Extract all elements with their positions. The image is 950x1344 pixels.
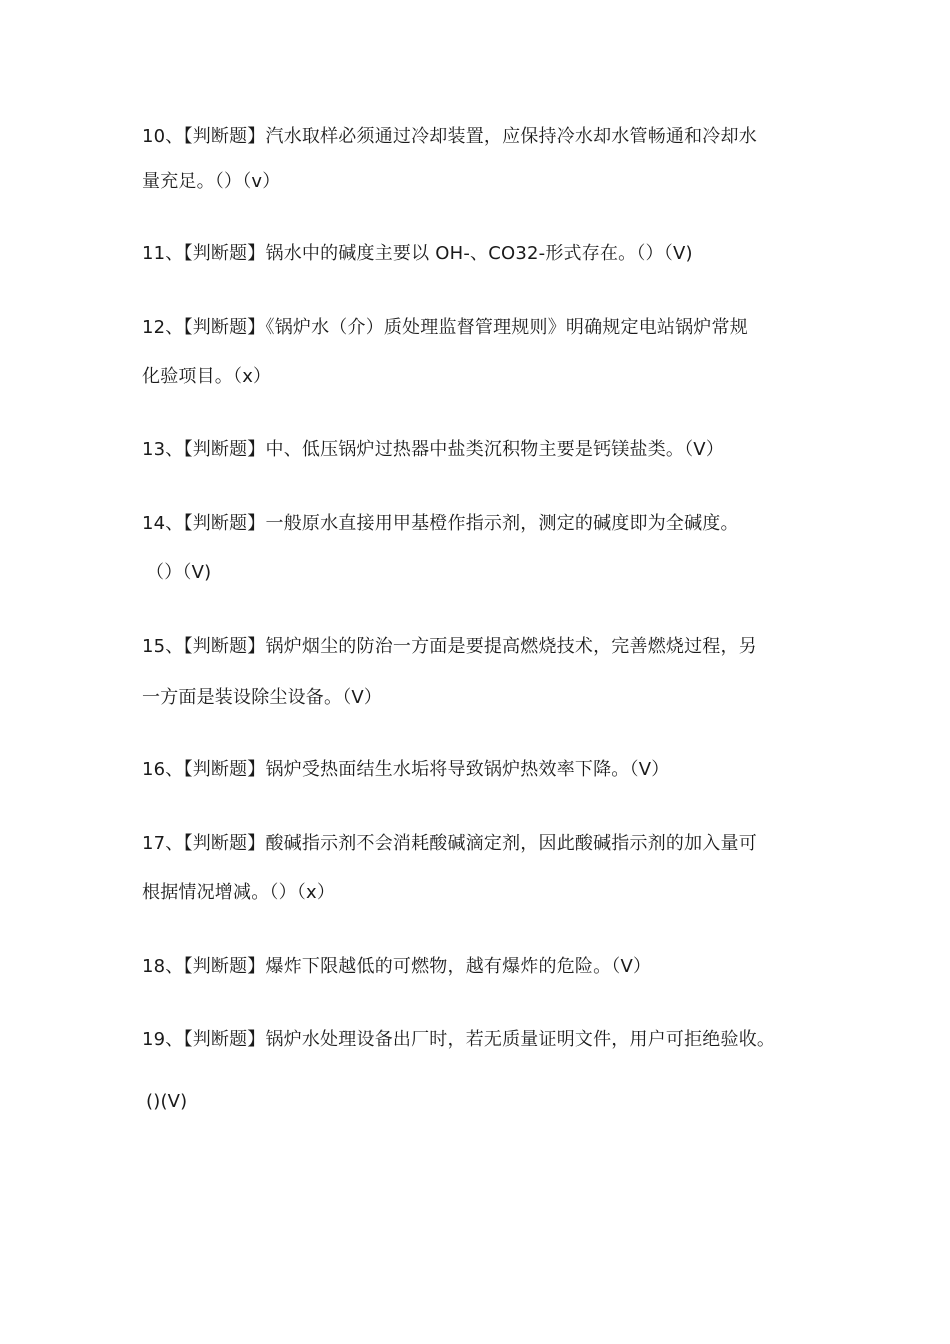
question-10-line-1: 10、【判断题】汽水取样必须通过冷却装置，应保持冷水却水管畅通和冷却水: [142, 126, 757, 147]
question-14-line-2: （）（V): [146, 562, 212, 583]
question-11-line-1: 11、【判断题】锅水中的碱度主要以 OH-、CO32-形式存在。（）（V): [142, 243, 693, 264]
question-19-line-1: 19、【判断题】锅炉水处理设备出厂时，若无质量证明文件，用户可拒绝验收。: [142, 1029, 776, 1050]
question-14-line-1: 14、【判断题】一般原水直接用甲基橙作指示剂，测定的碱度即为全碱度。: [142, 513, 739, 534]
question-12-line-2: 化验项目。（x）: [142, 366, 272, 387]
question-19-line-2: ()(V): [146, 1091, 188, 1112]
question-15-line-1: 15、【判断题】锅炉烟尘的防治一方面是要提高燃烧技术，完善燃烧过程，另: [142, 636, 757, 657]
question-16-line-1: 16、【判断题】锅炉受热面结生水垢将导致锅炉热效率下降。（V）: [142, 759, 670, 780]
question-17-line-2: 根据情况增减。（）（x）: [142, 882, 336, 903]
question-13-line-1: 13、【判断题】中、低压锅炉过热器中盐类沉积物主要是钙镁盐类。（V）: [142, 439, 725, 460]
question-12-line-1: 12、【判断题】《锅炉水（介）质处理监督管理规则》明确规定电站锅炉常规: [142, 317, 748, 338]
question-18-line-1: 18、【判断题】爆炸下限越低的可燃物，越有爆炸的危险。（V）: [142, 956, 652, 977]
question-17-line-1: 17、【判断题】酸碱指示剂不会消耗酸碱滴定剂，因此酸碱指示剂的加入量可: [142, 833, 757, 854]
question-10-line-2: 量充足。（）（v）: [142, 171, 281, 192]
question-15-line-2: 一方面是装设除尘设备。（V）: [142, 687, 383, 708]
